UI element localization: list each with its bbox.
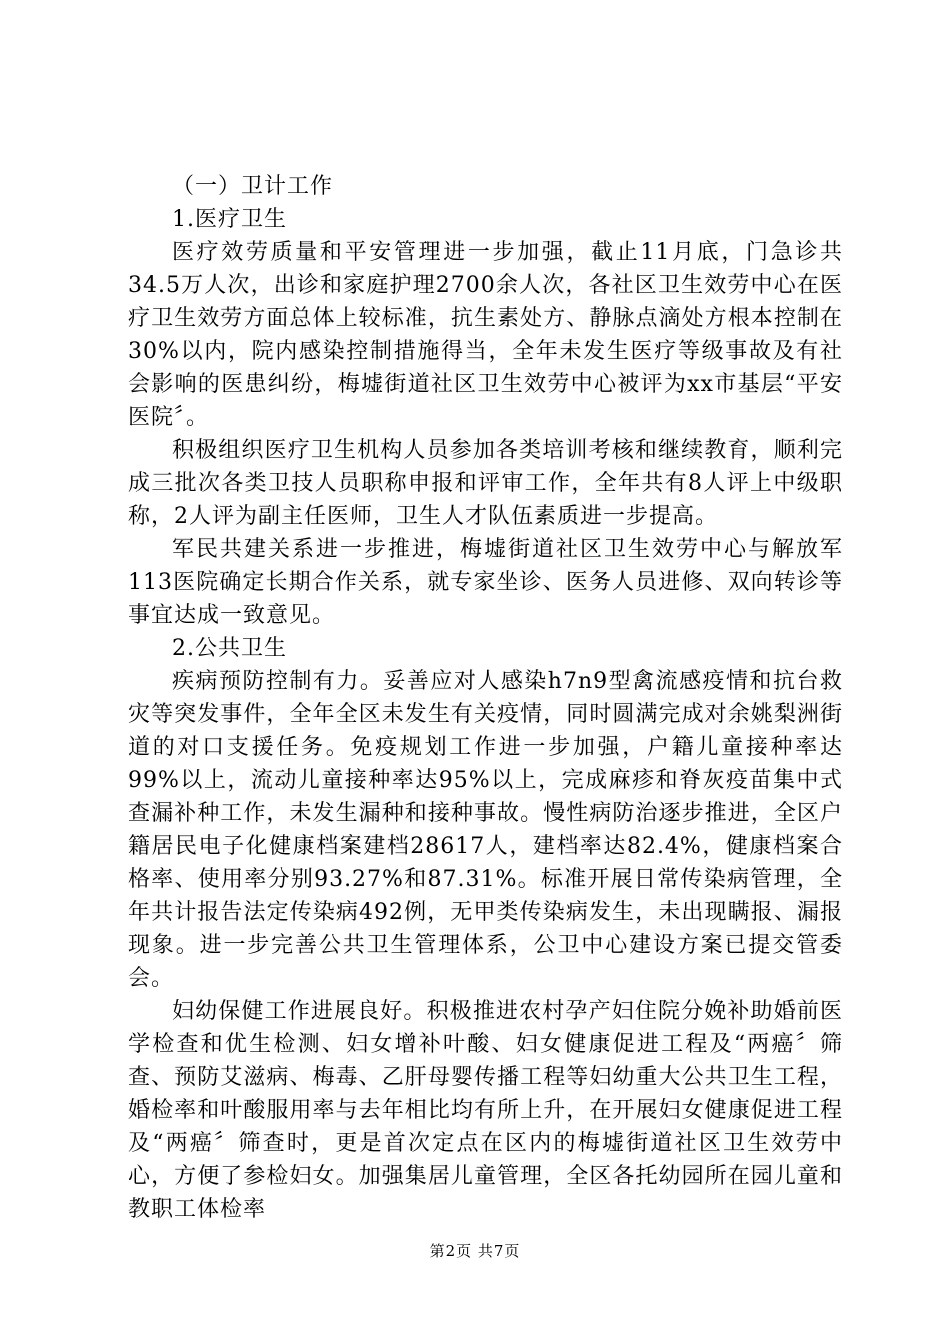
subsection-title-medical: 1.医疗卫生 [172, 207, 287, 232]
page-indicator: 第2页 共7页 [429, 1242, 521, 1260]
paragraph-training: 积极组织医疗卫生机构人员参加各类培训考核和继续教育，顺利完成三批次各类卫技人员职称申报和评审工作，全年共有8人评上中级职称，2人评为副主任医师，卫生人才队伍素质进一步提高。 [128, 438, 843, 529]
paragraph-medical-quality: 医疗效劳质量和平安管理进一步加强，截止11月底，门急诊共34.5万人次，出诊和家庭护理2700余人次，各社区卫生效劳中心在医疗卫生效劳方面总体上较标准，抗生素处方、静脉点滴处方根本控制在30%以内，院内感染控制措施得当，全年未发生医疗等级事故及有社会影响的医患纠纷，梅墟街道社区卫生效劳中心被评为xx市基层“平安医院〞。 [128, 240, 843, 430]
paragraph-disease-prevention: 疾病预防控制有力。妥善应对人感染h7n9型禽流感疫情和抗台救灾等突发事件，全年全区未发生有关疫情，同时圆满完成对余姚梨洲街道的对口支援任务。免疫规划工作进一步加强，户籍儿童接种率达99%以上，流动儿童接种率达95%以上，完成麻疹和脊灰疫苗集中式查漏补种工作，未发生漏种和接种事故。慢性病防治逐步推进，全区户籍居民电子化健康档案建档28617人，建档率达82.4%，健康档案合格率、使用率分别93.27%和87.31%。标准开展日常传染病管理，全年共计报告法定传染病492例，无甲类传染病发生，未出现瞒报、漏报现象。进一步完善公共卫生管理体系，公卫中心建设方案已提交管委会。 [128, 669, 843, 991]
paragraph-maternal-child: 妇幼保健工作进展良好。积极推进农村孕产妇住院分娩补助婚前医学检查和优生检测、妇女增补叶酸、妇女健康促进工程及“两癌〞筛查、预防艾滋病、梅毒、乙肝母婴传播工程等妇幼重大公共卫生工程，婚检率和叶酸服用率与去年相比均有所上升，在开展妇女健康促进工程及“两癌〞筛查时，更是首次定点在区内的梅墟街道社区卫生效劳中心，方便了参检妇女。加强集居儿童管理，全区各托幼园所在园儿童和教职工体检率 [128, 999, 843, 1222]
subsection-title-public-health: 2.公共卫生 [172, 636, 287, 661]
section-title: （一）卫计工作 [172, 174, 334, 199]
paragraph-military-civil: 军民共建关系进一步推进，梅墟街道社区卫生效劳中心与解放军113医院确定长期合作关系，就专家坐诊、医务人员进修、双向转诊等事宜达成一致意见。 [128, 537, 843, 628]
page-footer [0, 1240, 950, 1261]
document-body [128, 170, 843, 1226]
